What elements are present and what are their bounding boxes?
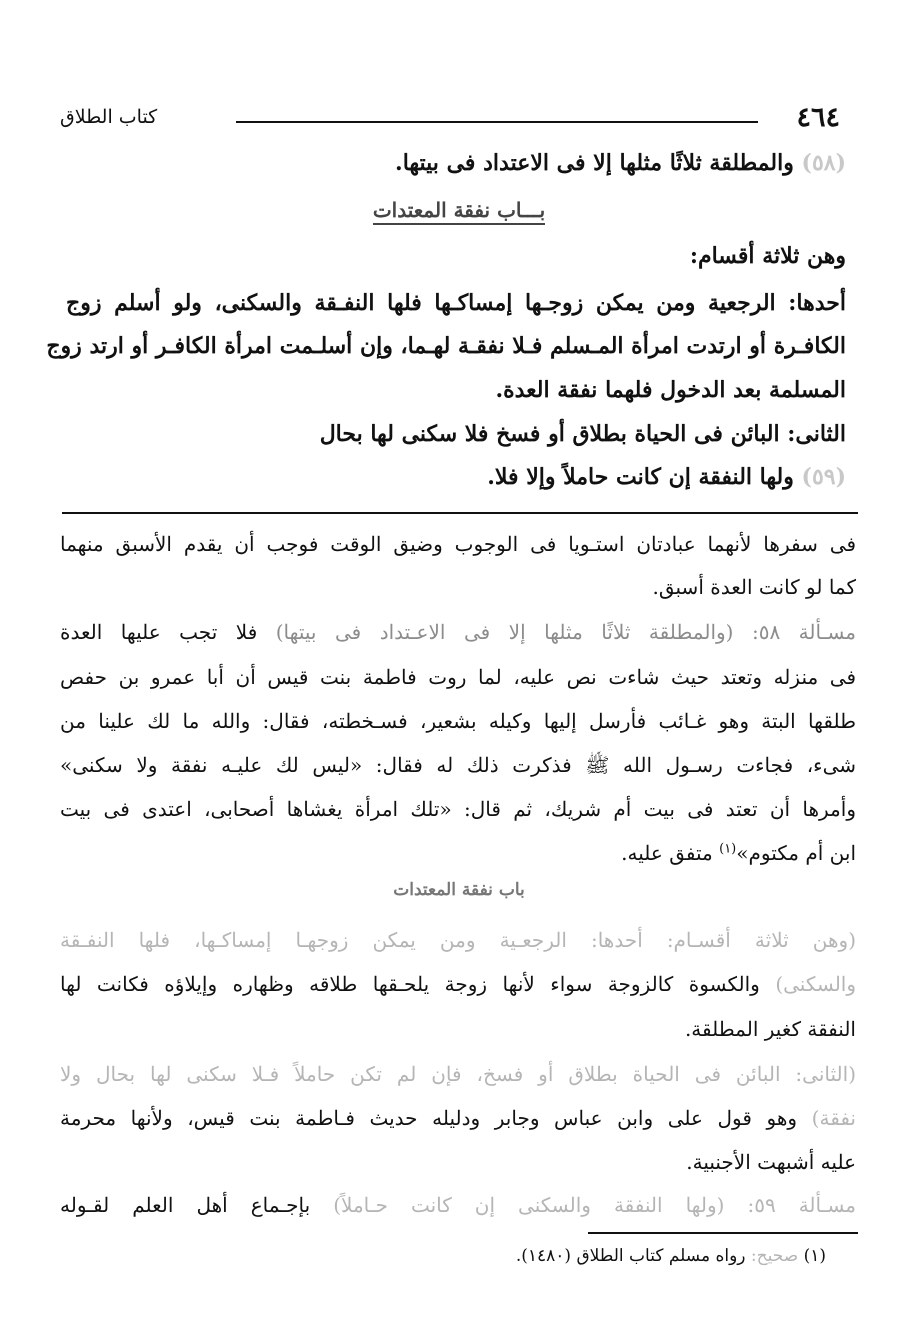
sharh-text: متفق عليه. [621,841,713,865]
sharh-line [621,841,856,865]
sharh-line: شىء، فجاءت رسـول الله ﷺ فذكرت ذلك له فقال: «ليس لك عليـه نفقة ولا سكنى» [60,753,856,777]
sharh-text: والكسوة كالزوجة سواء لأنها زوجة يلحـقها طلاقه وظهاره وإيلاؤه فكانت لها [60,972,760,996]
footnote-rule [588,1232,858,1234]
matn-line: أحدها: الرجعية ومن يمكن زوجـها إمساكـها فلها النفـقة والسكنى، ولو أسلم زوج [66,290,846,316]
footnote [516,1246,826,1266]
sharh-line [60,1106,856,1130]
matn-line: وهن ثلاثة أقسام: [689,243,846,269]
matn-number: (٥٩) [801,464,846,490]
sharh-line: طلقها البتة وهو غـائب فأرسل إليها وكيله بشعير، فسـخطته، فقال: والله ما لك علينا من [60,709,856,733]
matn-text: ولها النفقة إن كانت حاملاً وإلا فلا. [487,464,794,490]
matn-line [395,150,846,176]
sharh-line [60,972,856,996]
sharh-text: فلا تجب عليها العدة [60,620,258,644]
sharh-line: (الثانى: البائن فى الحياة بطلاق أو فسخ، فإن لم تكن حاملاً فـلا سكنى لها بحال ولا [60,1062,856,1086]
sharh-line [60,1193,856,1217]
header-rule [236,121,758,123]
footnote-grade: صحيح: [750,1246,799,1266]
matn-number: (٥٨) [801,150,846,176]
masala-heading: مسـألة ٥٩: (ولها النفقة والسكنى إن كانت حـاملاً) [333,1193,857,1217]
running-header [60,104,840,138]
footnote-marker: (١) [803,1246,826,1266]
matn-line: الكافـرة أو ارتدت امرأة المـسلم فـلا نفقـة لهـما، وإن أسلـمت امرأة الكافـر أو ارتد زوج [46,333,846,359]
footnote-ref: (١) [719,841,737,857]
matn-line: المسلمة بعد الدخول فلهما نفقة العدة. [495,377,846,403]
matn-line [487,464,846,490]
sharh-line: عليه أشبهت الأجنبية. [686,1150,856,1174]
sharh-line: وأمرها أن تعتد فى بيت أم شريك، ثم قال: «تلك امرأة يغشاها أصحابى، اعتدى فى بيت [60,797,856,821]
sharh-line: النفقة كغير المطلقة. [684,1017,856,1041]
section-title-text: بـــاب نفقة المعتدات [373,198,545,225]
sharh-line: (وهن ثلاثة أقسـام: أحدها: الرجعـية ومن يمكن زوجهـا إمساكـها، فلها النفـقة [60,928,856,952]
sharh-text: بإجـماع أهل العلم لقـوله [60,1193,311,1217]
book-title: كتاب الطلاق [60,106,158,128]
matn-separator [62,512,858,514]
quoted-matn: نفقة) [811,1106,856,1130]
sharh-line [60,620,856,644]
matn-text: والمطلقة ثلاثًا مثلها إلا فى الاعتداد فى بيتها. [395,150,794,176]
sharh-text: ابن أم مكتوم» [736,841,856,865]
matn-line: الثانى: البائن فى الحياة بطلاق أو فسخ فلا سكنى لها بحال [319,421,846,447]
sharh-line: كما لو كانت العدة أسبق. [652,575,856,599]
page-number: ٤٦٤ [796,102,840,133]
quoted-matn: والسكنى) [775,972,857,996]
sharh-line: فى منزله وتعتد حيث شاءت نص عليه، لما روت فاطمة بنت قيس أن أبا عمرو بن حفص [60,665,856,689]
sharh-line: فى سفرها لأنهما عبادتان استـويا فى الوجوب وضيق الوقت فوجب أن يقدم الأسبق منهما [60,532,857,556]
section-title [0,198,918,222]
sharh-text: وهو قول على وابن عباس وجابر ودليله حديث فـاطمة بنت قيس، ولأنها محرمة [60,1106,798,1130]
masala-heading: مسـألة ٥٨: (والمطلقة ثلاثًا مثلها إلا فى الاعـتداد فى بيتها) [275,620,856,644]
footnote-text: رواه مسلم كتاب الطلاق (١٤٨٠). [515,1246,746,1266]
sharh-section-title: باب نفقة المعتدات [393,880,525,900]
